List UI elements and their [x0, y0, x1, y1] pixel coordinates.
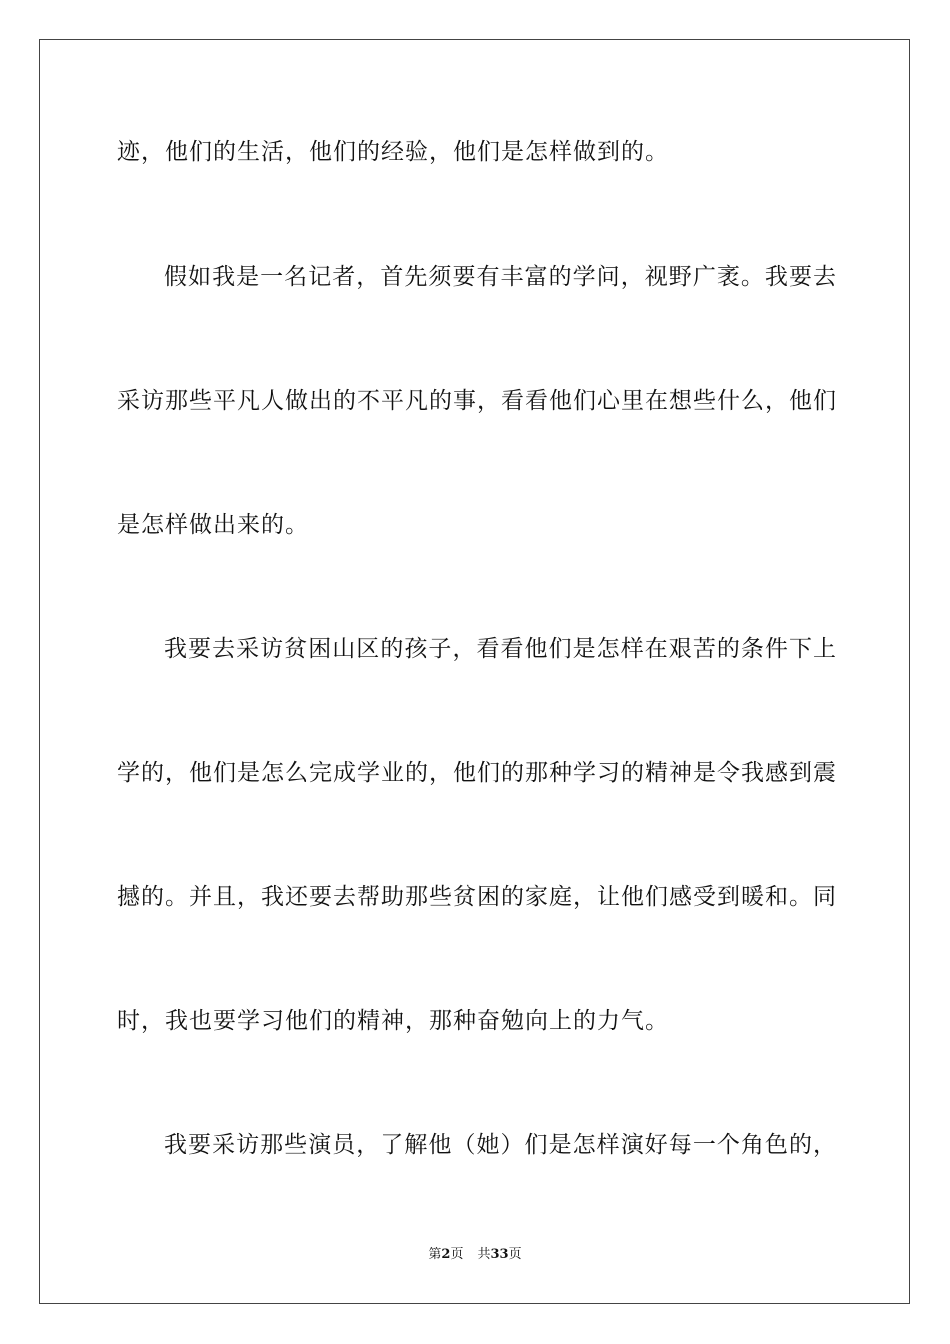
paragraph-line: 学的，他们是怎么完成学业的，他们的那种学习的精神是令我感到震	[117, 760, 837, 786]
page-footer	[0, 1246, 950, 1264]
paragraph-line: 撼的。并且，我还要去帮助那些贫困的家庭，让他们感受到暖和。同	[117, 884, 837, 910]
paragraph-line: 我要去采访贫困山区的孩子，看看他们是怎样在艰苦的条件下上	[164, 636, 837, 662]
total-pages: 33	[490, 1247, 509, 1262]
paragraph-line: 迹，他们的生活，他们的经验，他们是怎样做到的。	[117, 139, 669, 165]
page-border	[39, 39, 910, 1304]
total-prefix: 共	[477, 1247, 491, 1262]
paragraph-line: 假如我是一名记者，首先须要有丰富的学问，视野广袤。我要去	[164, 264, 837, 290]
paragraph-line: 我要采访那些演员，了解他（她）们是怎样演好每一个角色的，	[164, 1132, 837, 1158]
paragraph-line: 采访那些平凡人做出的不平凡的事，看看他们心里在想些什么，他们	[117, 388, 837, 414]
paragraph-line: 时，我也要学习他们的精神，那种奋勉向上的力气。	[117, 1008, 669, 1034]
total-suffix: 页	[508, 1247, 522, 1262]
paragraph-line: 是怎样做出来的。	[117, 512, 309, 538]
page-prefix: 第	[428, 1247, 442, 1262]
page-suffix: 页	[450, 1247, 464, 1262]
page-number: 2	[441, 1247, 451, 1262]
